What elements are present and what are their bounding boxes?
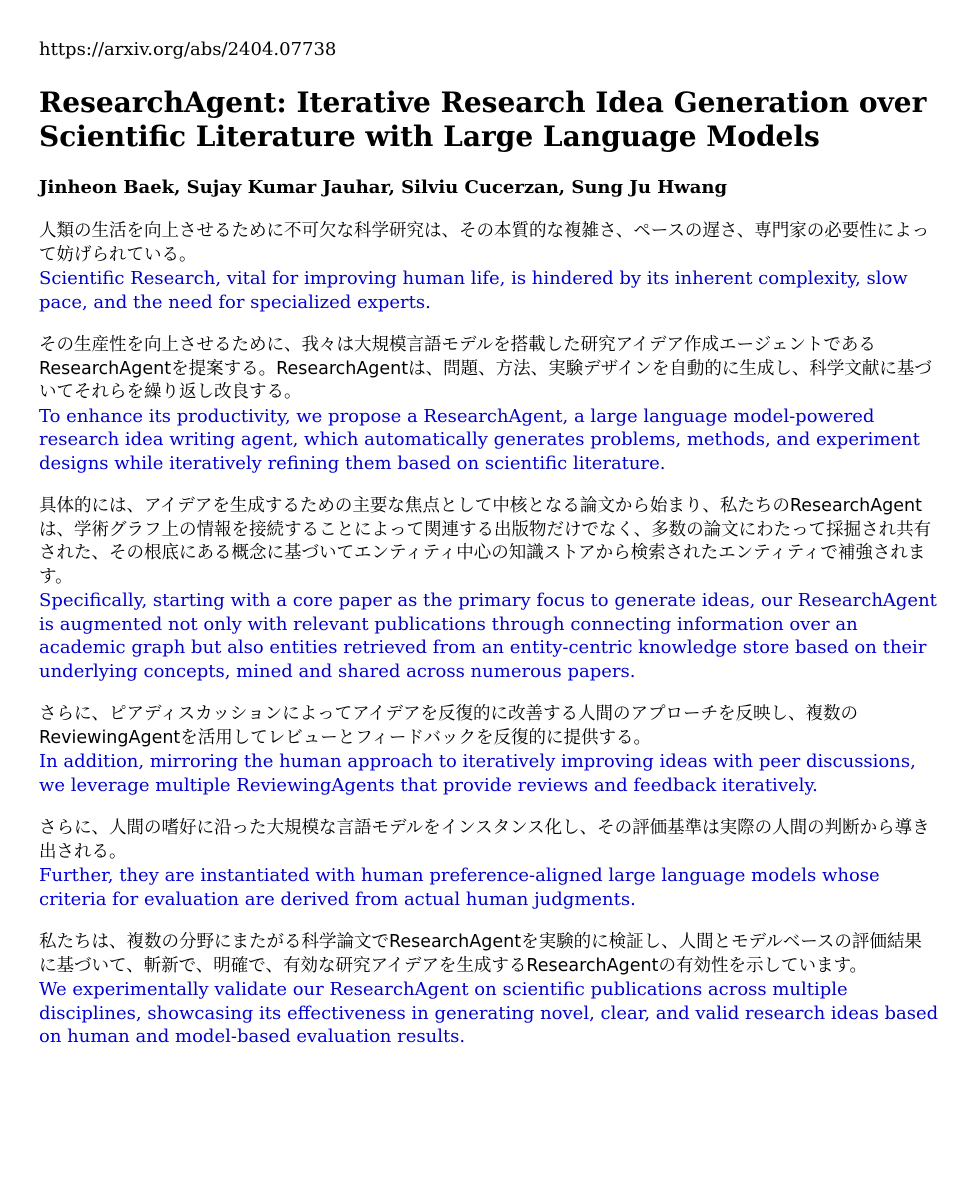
document-page xyxy=(39,38,939,1069)
english-text: Specifically, starting with a core paper as the primary focus to generate ideas, our ResearchAgent is augmented not only with relevant publications through connecting information over an academic graph but also entities retrieved from an entity-centric knowledge store based on their underlying concepts, mined and shared across numerous papers. xyxy=(39,590,937,682)
japanese-text: 具体的には、アイデアを生成するための主要な焦点として中核となる論文から始まり、私たちのResearchAgentは、学術グラフ上の情報を接続することによって関連する出版物だけでなく、多数の論文にわたって採掘され共有された、その根底にある概念に基づいてエンティティ中心の知識ストアから検索されたエンティティで補強されます。 xyxy=(39,496,932,587)
english-text: To enhance its productivity, we propose a ResearchAgent, a large language model-powered research idea writing agent, which automatically generates problems, methods, and experiment designs while iteratively refining them based on scientific literature. xyxy=(39,405,920,474)
source-url[interactable]: https://arxiv.org/abs/2404.07738 xyxy=(39,39,337,60)
abstract-paragraph-1 xyxy=(39,220,939,314)
english-text: Further, they are instantiated with human preference-aligned large language models whose criteria for evaluation are derived from actual human judgments. xyxy=(39,865,880,910)
japanese-text: その生産性を向上させるために、我々は大規模言語モデルを搭載した研究アイデア作成エージェントであるResearchAgentを提案する。ResearchAgentは、問題、方法、実験デザインを自動的に生成し、科学文献に基づいてそれらを繰り返し改良する。 xyxy=(39,335,932,402)
english-text: We experimentally validate our ResearchAgent on scientific publications across multiple disciplines, showcasing its effectiveness in generating novel, clear, and valid research ideas based on human and model-based evaluation results. xyxy=(39,979,939,1047)
abstract-paragraph-5 xyxy=(39,817,939,911)
japanese-text: 私たちは、複数の分野にまたがる科学論文でResearchAgentを実験的に検証し、人間とモデルベースの評価結果に基づいて、斬新で、明確で、有効な研究アイデアを生成するResearchAgentの有効性を示しています。 xyxy=(39,932,922,976)
japanese-text: さらに、人間の嗜好に沿った大規模な言語モデルをインスタンス化し、その評価基準は実際の人間の判断から導き出される。 xyxy=(39,818,930,862)
japanese-text: さらに、ピアディスカッションによってアイデアを反復的に改善する人間のアプローチを反映し、複数のReviewingAgentを活用してレビューとフィードバックを反復的に提供する。 xyxy=(39,704,858,748)
abstract-paragraph-6 xyxy=(39,931,939,1049)
paper-title: ResearchAgent: Iterative Research Idea Generation over Scientific Literature with Large Language Models xyxy=(39,86,927,153)
english-text: In addition, mirroring the human approach to iteratively improving ideas with peer discussions, we leverage multiple ReviewingAgents that provide reviews and feedback iteratively. xyxy=(39,751,916,796)
japanese-text: 人類の生活を向上させるために不可欠な科学研究は、その本質的な複雑さ、ペースの遅さ、専門家の必要性によって妨げられている。 xyxy=(39,221,930,265)
abstract-paragraph-4 xyxy=(39,703,939,797)
paper-authors: Jinheon Baek, Sujay Kumar Jauhar, Silviu Cucerzan, Sung Ju Hwang xyxy=(39,177,728,198)
english-text: Scientific Research, vital for improving human life, is hindered by its inherent complexity, slow pace, and the need for specialized experts. xyxy=(39,268,908,313)
abstract-paragraph-2 xyxy=(39,334,939,475)
abstract-paragraph-3 xyxy=(39,495,939,683)
